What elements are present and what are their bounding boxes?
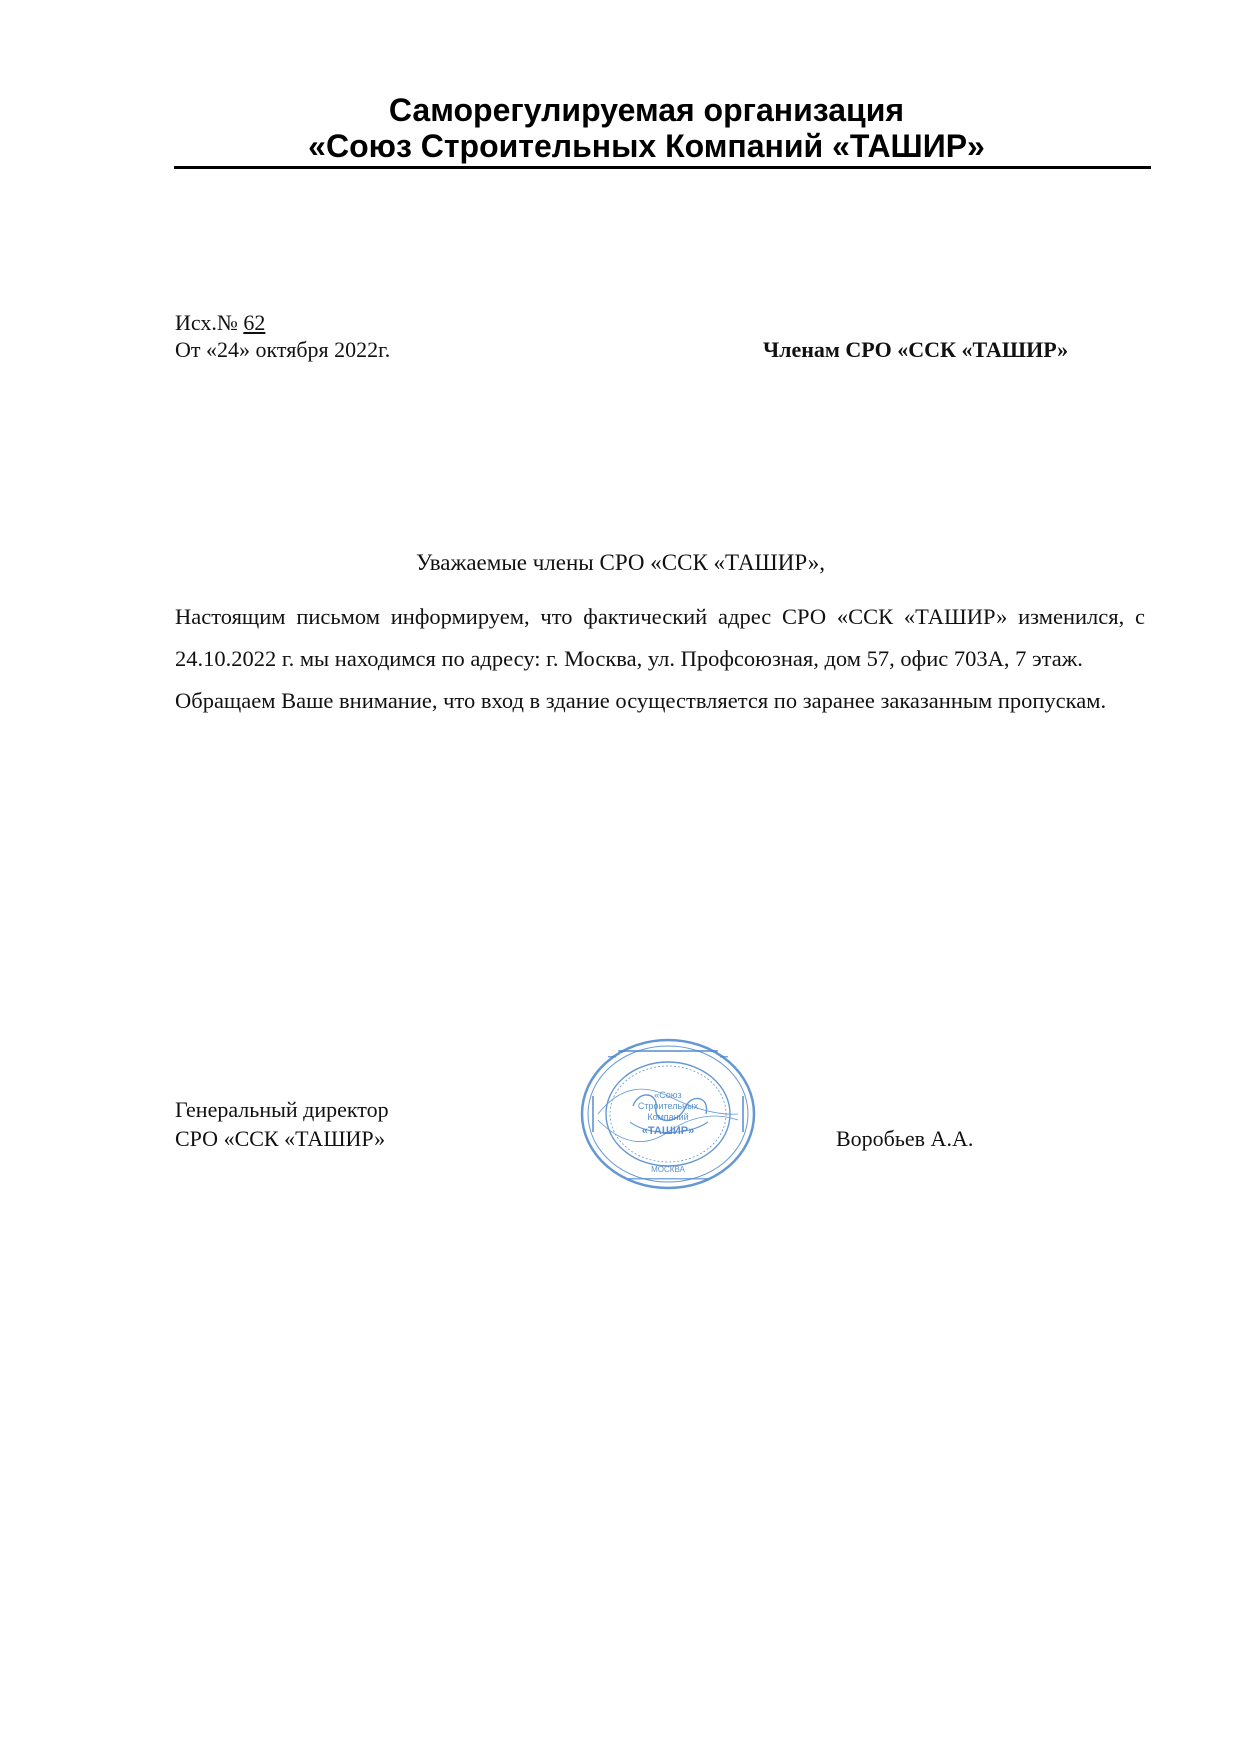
seal-bottom-text: МОСКВА [651, 1165, 685, 1174]
letterhead-line-1: Саморегулируемая организация [388, 92, 905, 128]
body-paragraph-2: Обращаем Ваше внимание, что вход в здание осуществляется по заранее заказанным пропускам. [175, 688, 1107, 713]
body-paragraph-1: Настоящим письмом информируем, что фактический адрес СРО «ССК «ТАШИР» изменился, с 24.10.2022 г. мы находимся по адресу: г. Москва, ул. Профсоюзная, дом 57, офис 703А, 7 этаж. [175, 604, 1145, 671]
signatory-name: Воробьев А.А. [836, 1126, 974, 1151]
organization-seal-stamp [578, 1036, 758, 1192]
greeting: Уважаемые члены СРО «ССК «ТАШИР», [416, 550, 825, 575]
letterhead-divider [174, 166, 1151, 169]
signatory-organization: СРО «ССК «ТАШИР» [175, 1126, 386, 1151]
addressee: Членам СРО «ССК «ТАШИР» [763, 337, 1069, 362]
outgoing-number-value: 62 [243, 310, 266, 335]
letter-body [175, 596, 1145, 722]
signatory-title: Генеральный директор [175, 1097, 389, 1122]
letterhead-line-2: «Союз Строительных Компаний «ТАШИР» [308, 128, 985, 164]
seal-text-line-3: Компаний [647, 1112, 689, 1122]
letter-date: От «24» октября 2022г. [175, 337, 391, 362]
seal-text-line-1: «Союз [654, 1090, 682, 1100]
seal-text-line-4: «ТАШИР» [641, 1125, 695, 1137]
seal-text-line-2: Строительных [637, 1101, 699, 1111]
outgoing-number-label: Исх.№ [175, 310, 244, 335]
outgoing-number [175, 310, 265, 336]
